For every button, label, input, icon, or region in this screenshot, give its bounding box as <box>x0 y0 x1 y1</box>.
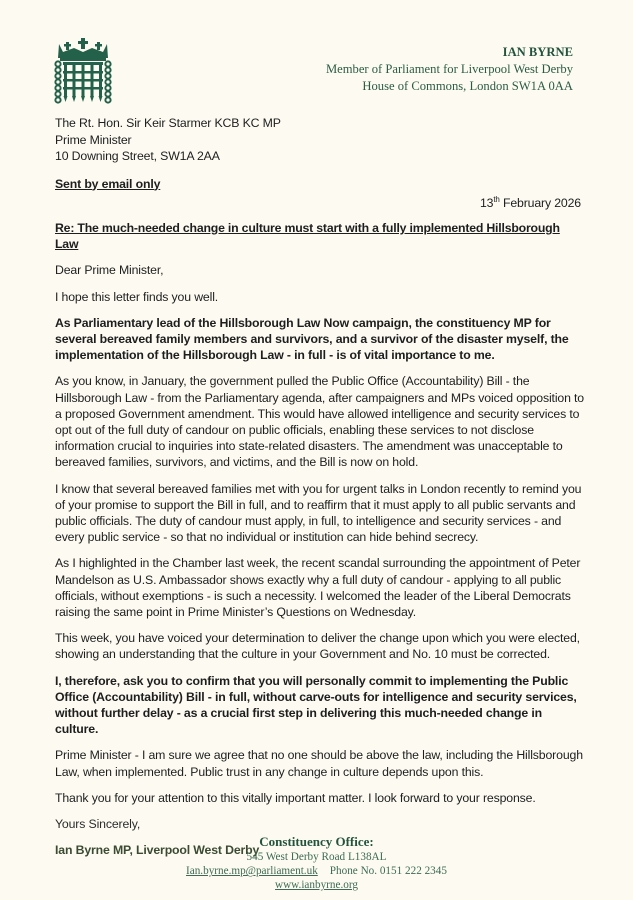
website-link[interactable]: www.ianbyrne.org <box>275 879 358 892</box>
date-month-year: February 2026 <box>499 195 581 210</box>
recipient-title: Prime Minister <box>55 132 132 147</box>
mp-name: IAN BYRNE <box>502 45 573 59</box>
paragraph-bold: I, therefore, ask you to confirm that you will personally commit to implementing the Public Office (Accountability) Bill - in full, without carve-outs for intelligence and security services, without further delay - as a crucial first step in delivering this much-needed change in culture. <box>55 673 577 737</box>
recipient-street: 10 Downing Street, SW1A 2AA <box>55 149 220 163</box>
letterhead <box>326 44 573 95</box>
email-link[interactable]: Ian.byrne.mp@parliament.uk <box>186 865 318 878</box>
constituency-office-footer <box>0 834 633 893</box>
subject-line: Re: The much-needed change in culture must start with a fully implemented Hillsborough Law <box>55 220 560 252</box>
paragraph: As you know, in January, the government pulled the Public Office (Accountability) Bill - the Hillsborough Law - from the Parliamentary agenda, after campaigners and MPs voiced opposition to a proposed Government amendment. This would have allowed intelligence and security services to opt out of the full duty of candour on public officials, enabling these services to not disclose information crucial to inquiries into state-related disasters. The amendment was unacceptable to bereaved families, survivors, and victims, and the Bill is now on hold. <box>55 374 584 470</box>
mp-constituency: Member of Parliament for Liverpool West Derby <box>325 62 573 76</box>
letter-body <box>55 115 585 858</box>
salutation: Dear Prime Minister, <box>55 263 164 278</box>
phone-number: Phone No. 0151 222 2345 <box>329 865 447 878</box>
paragraph: This week, you have voiced your determination to deliver the change upon which you were elected, showing an understanding that the culture in your Government and No. 10 must be corrected. <box>55 631 580 662</box>
mp-address: House of Commons, London SW1A 0AA <box>362 79 573 93</box>
footer-contact <box>0 864 633 878</box>
footer-title: Constituency Office: <box>259 834 374 849</box>
paragraph: Prime Minister - I am sure we agree that no one should be above the law, including the Hillsborough Law, when implemented. Public trust in any change in culture depends upon this. <box>55 748 583 779</box>
sent-note: Sent by email only <box>55 176 161 191</box>
signature: Ian Byrne MP, Liverpool West Derby <box>55 843 260 858</box>
portcullis-crown-icon <box>54 38 112 104</box>
paragraph: Thank you for your attention to this vitally important matter. I look forward to your response. <box>55 790 536 805</box>
closing: Yours Sincerely, <box>55 817 141 831</box>
date-day: 13 <box>479 195 494 210</box>
paragraph: As I highlighted in the Chamber last week, the recent scandal surrounding the appointment of Peter Mandelson as U.S. Ambassador shows exactly why a full duty of candour - applying to all public officials, without exemptions - is such a necessity. I welcomed the leader of the Liberal Democrats raising the same point in Prime Minister’s Questions on Wednesday. <box>55 556 581 619</box>
paragraph: I know that several bereaved families met with you for urgent talks in London recently to remind you of your promise to support the Bill in full, and to reaffirm that it must apply to all public servants and public officials. The duty of candour must apply, in full, to intelligence and security services - and every public service - so that no individual or institution can hide behind secrecy. <box>55 481 582 545</box>
recipient-name: The Rt. Hon. Sir Keir Starmer KCB KC MP <box>55 116 281 130</box>
paragraph-bold: As Parliamentary lead of the Hillsborough Law Now campaign, the constituency MP for several bereaved family members and survivors, and a survivor of the disaster myself, the implementation of the Hillsborough Law - in full - is of vital importance to me. <box>55 315 569 363</box>
paragraph: I hope this letter finds you well. <box>55 289 219 304</box>
footer-address: 545 West Derby Road L138AL <box>246 851 387 863</box>
recipient-address <box>55 115 585 165</box>
date-suffix: th <box>493 194 500 204</box>
letter-date <box>55 195 585 211</box>
